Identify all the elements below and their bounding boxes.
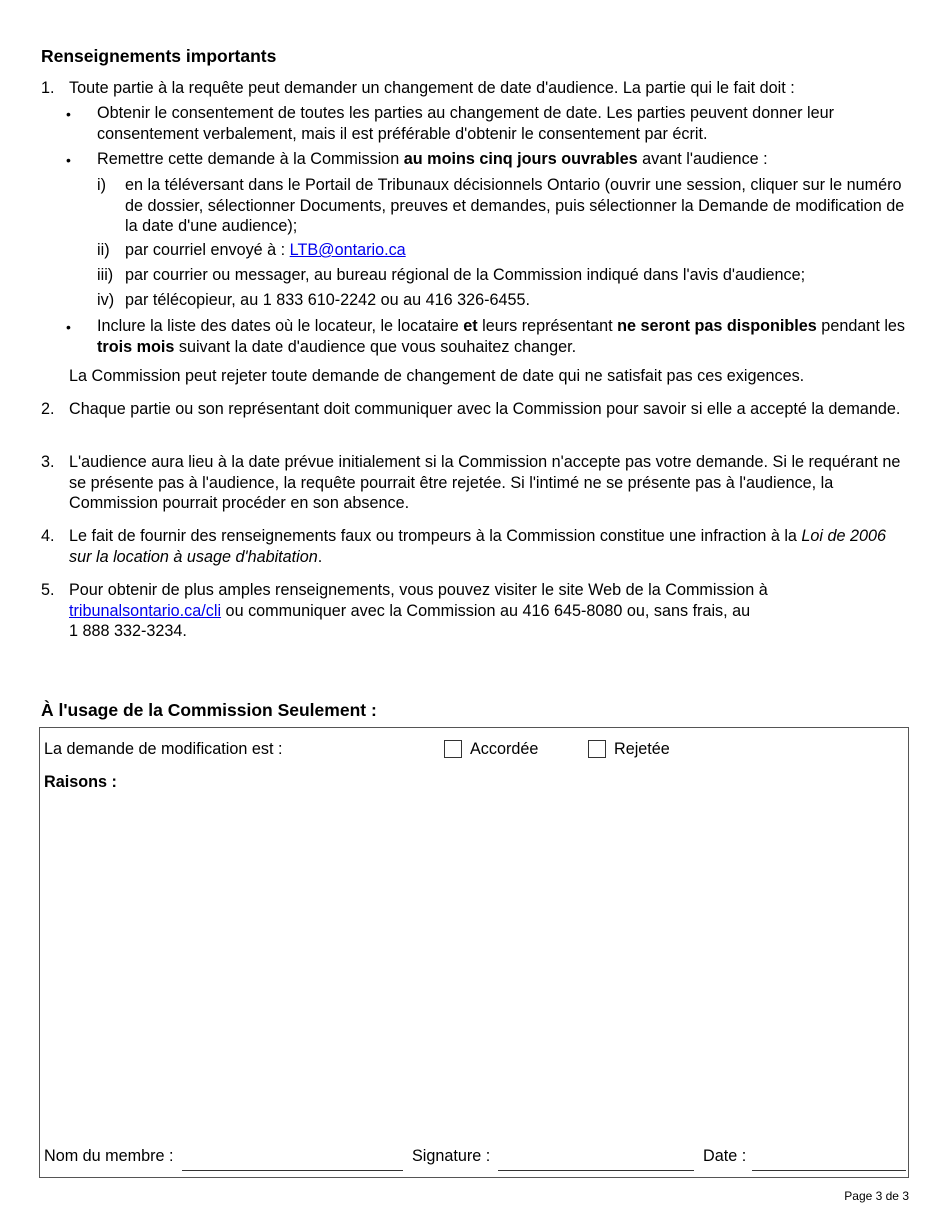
item-3-number: 3.	[41, 453, 55, 471]
bullet-3-text: Inclure la liste des dates où le locateur, le locataire et leurs représentant ne seront pas disponibles pendant les trois mois suivant la date d'audience que vous souhaitez changer.	[97, 317, 906, 356]
roman-3: iii)	[97, 266, 114, 284]
member-name-line[interactable]	[182, 1170, 403, 1171]
section-title: Renseignements importants	[41, 46, 277, 66]
bullet-1-text: Obtenir le consentement de toutes les parties au changement de date. Les parties peuvent donner leur consentement verbalement, mais il est préférable d'obtenir le consentement par écrit.	[97, 104, 835, 143]
reasons-area[interactable]	[44, 796, 904, 1136]
signature-label: Signature :	[412, 1147, 491, 1165]
item-3-text: L'audience aura lieu à la date prévue initialement si la Commission n'accepte pas votre demande. Si le requérant ne se présente pas à l'audience, la requête pourrait être rejetée. Si l'intimé ne se présente pas à l'audience, la Commission pourrait procéder en son absence.	[69, 453, 901, 512]
bullet-2-text: Remettre cette demande à la Commission au moins cinq jours ouvrables avant l'audience :	[97, 150, 768, 168]
office-use-title: À l'usage de la Commission Seulement :	[41, 700, 377, 720]
item-2-text: Chaque partie ou son représentant doit communiquer avec la Commission pour savoir si elle a accepté la demande.	[69, 400, 901, 418]
granted-checkbox[interactable]	[444, 740, 462, 758]
member-name-label: Nom du membre :	[44, 1147, 174, 1165]
item-1-intro: Toute partie à la requête peut demander un changement de date d'audience. La partie qui le fait doit :	[69, 79, 795, 97]
roman-1-text: en la téléversant dans le Portail de Tribunaux décisionnels Ontario (ouvrir une session, cliquer sur le numéro de dossier, sélectionner Documents, preuves et demandes, puis sélectionner la Demande de modification de la date d'une audience);	[125, 176, 905, 235]
roman-3-text: par courrier ou messager, au bureau régional de la Commission indiqué dans l'avis d'audience;	[125, 266, 806, 284]
date-line[interactable]	[752, 1170, 906, 1171]
bullet-1: •	[66, 106, 71, 122]
rejected-label: Rejetée	[614, 740, 670, 758]
roman-2-text: par courriel envoyé à : LTB@ontario.ca	[125, 241, 406, 259]
reasons-label: Raisons :	[44, 773, 117, 791]
bullet-3: •	[66, 319, 71, 335]
item-4-number: 4.	[41, 527, 55, 545]
roman-4: iv)	[97, 291, 115, 309]
bullet-2: •	[66, 152, 71, 168]
email-link[interactable]: LTB@ontario.ca	[289, 241, 406, 259]
item-1-number: 1.	[41, 79, 55, 97]
item-5-text: Pour obtenir de plus amples renseignements, vous pouvez visiter le site Web de la Commission à tribunalsontario.ca/cli ou communiquer avec la Commission au 416 645-8080 ou, sans frais, au 1 888 332-3234.	[69, 581, 768, 640]
item-4-text: Le fait de fournir des renseignements faux ou trompeurs à la Commission constitue une infraction à la Loi de 2006 sur la location à usage d'habitation.	[69, 527, 887, 566]
item-2-number: 2.	[41, 400, 55, 418]
request-status-label: La demande de modification est :	[44, 740, 283, 758]
website-link[interactable]: tribunalsontario.ca/cli	[69, 601, 222, 620]
rejected-checkbox[interactable]	[588, 740, 606, 758]
date-label: Date :	[703, 1147, 747, 1165]
page-number: Page 3 de 3	[844, 1189, 909, 1203]
item-1-closing: La Commission peut rejeter toute demande de changement de date qui ne satisfait pas ces exigences.	[69, 367, 805, 385]
roman-4-text: par télécopieur, au 1 833 610-2242 ou au 416 326-6455.	[125, 291, 531, 309]
granted-label: Accordée	[470, 740, 539, 758]
roman-1: i)	[97, 176, 106, 194]
signature-line[interactable]	[498, 1170, 694, 1171]
item-5-number: 5.	[41, 581, 55, 599]
roman-2: ii)	[97, 241, 110, 259]
